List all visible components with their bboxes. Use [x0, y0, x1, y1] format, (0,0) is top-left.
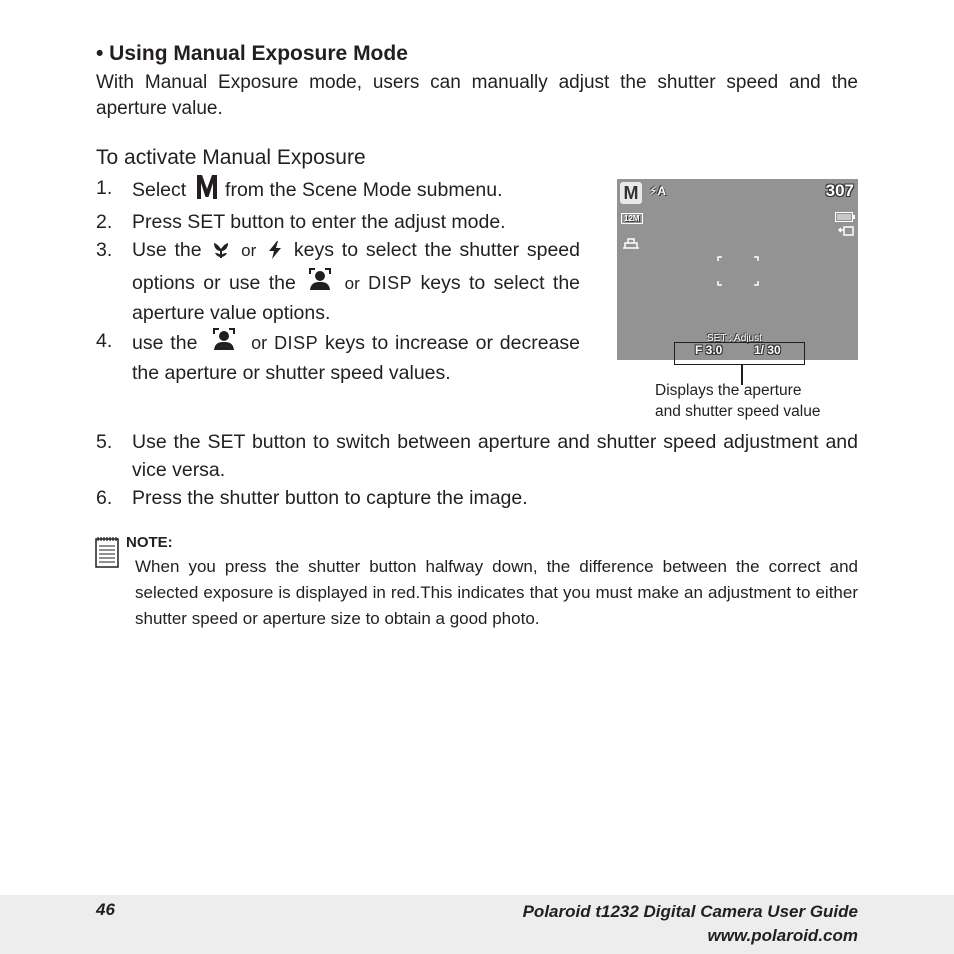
step-3: 3. Use the or keys to select the shutter speed options or use the or DISP keys to select the aperture value options.: [96, 239, 581, 324]
step-1: 1. Select from the Scene Mode submenu.: [96, 174, 580, 208]
steps-list-bottom: [96, 428, 858, 512]
camera-lcd-screen: [617, 179, 858, 360]
screen-caption: Displays the aperture and shutter speed value: [655, 382, 821, 420]
footer-guide-title: Polaroid t1232 Digital Camera User Guide www.polaroid.com: [523, 900, 858, 948]
intro-paragraph: With Manual Exposure mode, users can manually adjust the shutter speed and the aperture value.: [96, 72, 858, 119]
portrait-icon: [308, 267, 332, 299]
manual-mode-badge: M: [620, 182, 642, 204]
notepad-icon: [95, 536, 119, 573]
page-number: 46: [96, 900, 115, 919]
shutter-speed-value: 1/ 30: [754, 343, 781, 357]
portrait-icon: [212, 327, 236, 359]
section-heading: • Using Manual Exposure Mode: [96, 42, 408, 65]
steps-list-top: [96, 174, 580, 387]
step-5: 5. Use the SET button to switch between aperture and shutter speed adjustment and vice versa.: [96, 431, 858, 481]
note-label: NOTE:: [126, 534, 173, 551]
subheading: To activate Manual Exposure: [96, 146, 366, 169]
macro-flower-icon: [213, 239, 229, 267]
step-4: 4. use the or DISP keys to increase or decrease the aperture or shutter speed values.: [96, 327, 580, 387]
footer-url: www.polaroid.com: [707, 926, 858, 945]
resolution-icon: 12M: [621, 213, 643, 224]
flash-auto-icon: ⚡A: [649, 184, 667, 198]
set-adjust-hint: SET : Adjust: [707, 333, 762, 344]
flash-icon: [268, 239, 282, 267]
aperture-value: F 3.0: [695, 343, 723, 357]
shots-remaining: 307: [825, 181, 854, 200]
focus-frame-icon: [717, 256, 759, 291]
stabilizer-icon: [838, 223, 854, 241]
note-text: When you press the shutter button halfway down, the difference between the correct and selected exposure is displayed in red.This indicates that you must make an adjustment to either shutter speed or aperture size to obtain a good photo.: [135, 557, 858, 628]
step-6: 6. Press the shutter button to capture the image.: [96, 487, 528, 509]
callout-box: [674, 342, 805, 365]
manual-m-icon: [196, 174, 218, 208]
white-balance-icon: [622, 236, 640, 255]
step-2: 2. Press SET button to enter the adjust mode.: [96, 211, 506, 233]
